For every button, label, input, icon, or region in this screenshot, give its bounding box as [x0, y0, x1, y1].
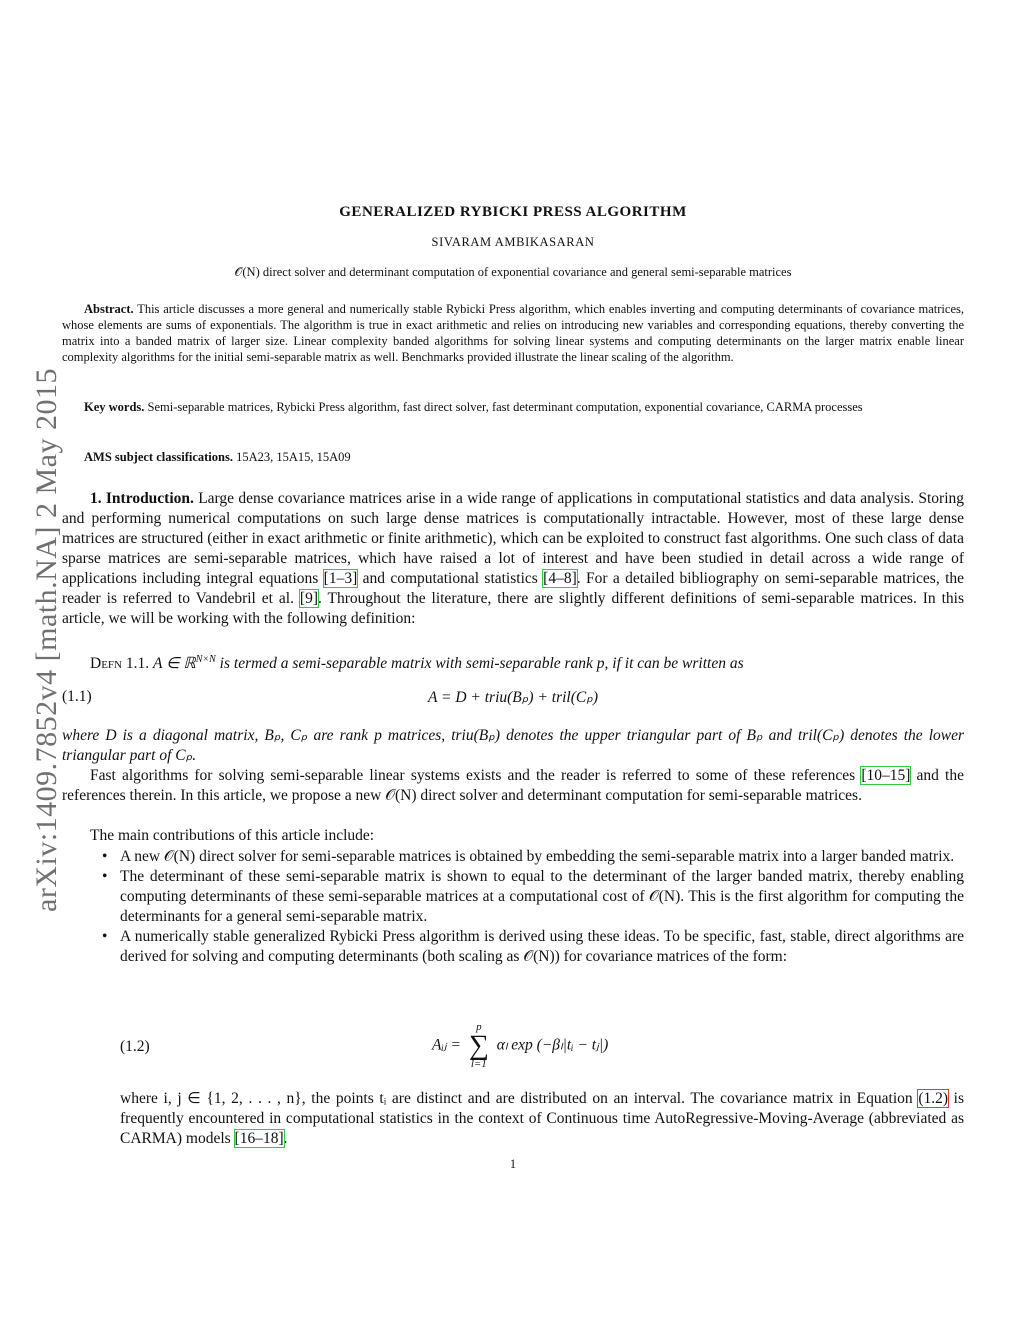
paragraph-covariance	[120, 1089, 964, 1149]
keywords-text: Semi-separable matrices, Rybicki Press algorithm, fast direct solver, fast determinant computation, exponential covariance, CARMA processes	[147, 400, 863, 414]
arxiv-sidebar	[22, 330, 72, 950]
ams-label: AMS subject classifications.	[84, 450, 233, 464]
paragraph-text-a: Fast algorithms for solving semi-separable linear systems exists and the reader is referred to some of these references	[90, 767, 856, 784]
citation-link[interactable]: [1–3]	[323, 570, 358, 587]
equation-number: (1.2)	[120, 1038, 150, 1055]
intro-heading: 1. Introduction.	[90, 490, 194, 507]
citation-link[interactable]: [4–8]	[543, 570, 577, 587]
page-number: 1	[509, 1157, 517, 1171]
intro-text-a: Large dense covariance matrices arise in a wide range of applications in computational statistics and data analysis. Storing and performing numerical computations on such large dense matrices is computationally intractable. However, most of these large dense matrices are structured (either in exact arithmetic or finite arithmetic), which can be exploited to construct fast algorithms. One such class of data sparse matrices are semi-separable matrices, which have raised a lot of interest and have been studied in detail across a wide range of applications including integral equations	[62, 490, 965, 587]
equation-1-2	[62, 1022, 964, 1072]
equation-content	[432, 1022, 608, 1070]
ams-text: 15A23, 15A15, 15A09	[236, 450, 351, 464]
intro-text-b: and computational statistics	[362, 570, 538, 587]
paper-title: GENERALIZED RYBICKI PRESS ALGORITHM	[339, 204, 687, 220]
intro-paragraph	[62, 489, 964, 629]
paragraph-text-c: .	[283, 1130, 288, 1147]
summation-symbol	[469, 1022, 489, 1070]
arxiv-identifier: arXiv:1409.7852v4 [math.NA] 2 May 2015	[30, 368, 63, 912]
keywords-label: Key words.	[84, 400, 145, 414]
citation-link[interactable]: [16–18]	[234, 1130, 284, 1147]
intro-text-c: . For a detailed bibliography on semi-separable matrices, the reader is referred to Vandebril et al.	[62, 570, 965, 607]
equation-reference-link[interactable]: (1.2)	[918, 1090, 949, 1107]
intro-text-d: . Throughout the literature, there are slightly different definitions of semi-separable matrices. In this article, we will be working with the following definition:	[62, 590, 964, 627]
paragraph-text-a: where i, j ∈ {1, 2, . . . , n}, the points tᵢ are distinct and are distributed on an interval. The covariance matrix in Equation	[120, 1090, 913, 1107]
list-item: • A new 𝒪(N) direct solver for semi-separable matrices is obtained by embedding the semi-separable matrix into a larger banded matrix.	[102, 847, 964, 867]
summation-upper: p	[476, 1021, 482, 1033]
definition-explanation: where D is a diagonal matrix, Bₚ, Cₚ are rank p matrices, triu(Bₚ) denotes the upper triangular part of Bₚ and tril(Cₚ) denotes the lower triangular part of Cₚ.	[62, 727, 964, 764]
abstract	[62, 301, 964, 365]
definition-label: Defn 1.1.	[90, 655, 150, 673]
definition	[62, 650, 964, 674]
keywords	[62, 399, 964, 415]
equation-number: (1.1)	[62, 688, 92, 705]
paragraph-text-b: is frequently encountered in computational statistics in the context of Continuous time AutoRegressive-Moving-Average (abbreviated as CARMA) models	[120, 1090, 965, 1147]
sigma-glyph: ∑	[468, 1030, 489, 1061]
contributions-intro: The main contributions of this article include:	[90, 827, 375, 844]
paper-subtitle: 𝒪(N) direct solver and determinant computation of exponential covariance and general semi-separable matrices	[234, 265, 792, 279]
list-item: • The determinant of these semi-separable matrix is shown to equal to the determinant of the larger banded matrix, thereby enabling computing determinants of these semi-separable matrices at a computational cost of 𝒪(N). This is the first algorithm for computing the determinants for a general semi-separable matrix.	[102, 867, 964, 927]
definition-matrix: A ∈ ℝ	[152, 655, 196, 673]
equation-rhs: αₗ exp (−βₗ|tᵢ − tⱼ|)	[496, 1036, 609, 1054]
paper-author: SIVARAM AMBIKASARAN	[431, 235, 595, 249]
list-item: • A numerically stable generalized Rybicki Press algorithm is derived using these ideas. To be specific, fast, stable, direct algorithms are derived for solving and computing determinants (both scaling as 𝒪(N)) for covariance matrices of the form:	[102, 927, 964, 967]
definition-text: is termed a semi-separable matrix with semi-separable rank p, if it can be written as	[219, 655, 744, 673]
ams-classifications	[62, 449, 964, 465]
citation-link[interactable]: [9]	[299, 590, 318, 607]
abstract-text: This article discusses a more general and numerically stable Rybicki Press algorithm, which enables inverting and computing determinants of covariance matrices, whose elements are sums of exponentials. The algorithm is true in exact arithmetic and relies on introducing new variables and corresponding equations, thereby converting the matrix into a banded matrix of larger size. Linear complexity banded algorithms for solving linear systems and computing determinants on the larger matrix enable linear complexity algorithms for the initial semi-separable matrix as well. Benchmarks provided illustrate the linear scaling of the algorithm.	[62, 302, 964, 364]
definition-superscript: N×N	[195, 654, 216, 665]
equation-lhs: Aᵢⱼ =	[432, 1036, 461, 1054]
paragraph-text-b: and the references therein. In this article, we propose a new 𝒪(N) direct solver and determinant computation for semi-separable matrices.	[62, 767, 964, 804]
citation-link[interactable]: [10–15]	[861, 767, 911, 784]
equation-1-1	[62, 688, 964, 712]
contributions-list	[102, 847, 964, 967]
summation-lower: l=1	[470, 1058, 487, 1070]
abstract-label: Abstract.	[84, 302, 134, 316]
equation-content: A = D + triu(Bₚ) + tril(Cₚ)	[427, 689, 599, 706]
paragraph-fast-algorithms	[62, 766, 964, 806]
